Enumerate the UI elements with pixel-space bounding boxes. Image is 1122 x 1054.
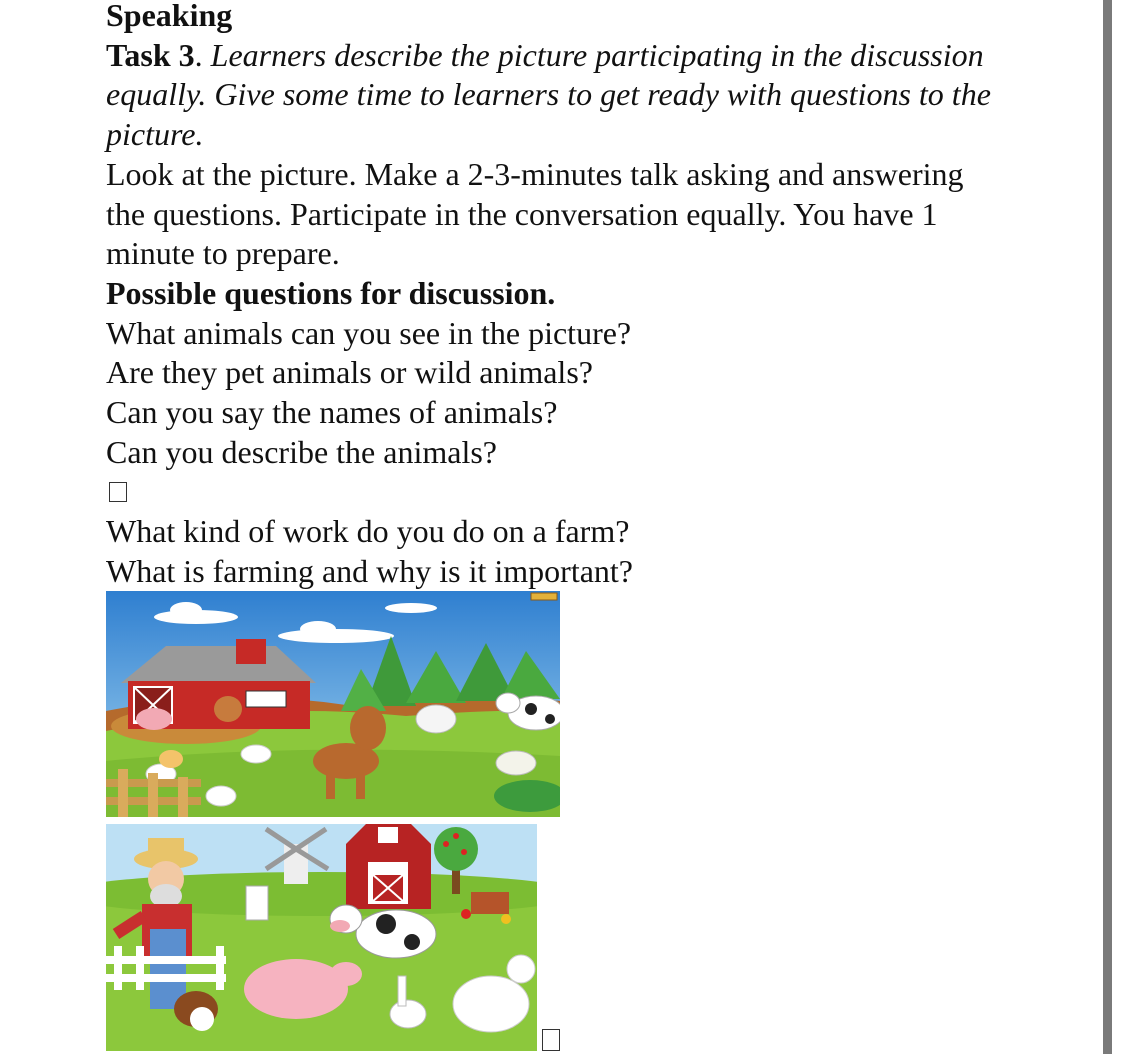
question-item: Are they pet animals or wild animals? <box>106 354 593 391</box>
question-item: What is farming and why is it important? <box>106 552 633 589</box>
question-item: Can you say the names of animals? <box>106 394 558 431</box>
checkbox[interactable] <box>109 482 127 502</box>
farmer-picture <box>106 824 537 1051</box>
section-heading: Speaking <box>106 0 233 33</box>
farm-animals-illustration <box>106 591 560 817</box>
document-body <box>106 0 1006 592</box>
checkbox[interactable] <box>542 1029 560 1051</box>
checkbox-line <box>106 472 1006 512</box>
question-item: What animals can you see in the picture? <box>106 314 632 351</box>
vertical-scrollbar[interactable] <box>1103 0 1112 1054</box>
task-instruction: Learners describe the picture participating in the discussion equally. Give some time to learners to get ready with questions to the picture. <box>106 36 991 153</box>
task-separator: . <box>194 36 211 73</box>
task-paragraph <box>106 36 1006 155</box>
farmer-illustration <box>106 824 537 1051</box>
student-instruction: Look at the picture. Make a 2-3-minutes talk asking and answering the questions. Participate in the conversation equally. You have 1 minute to prepare. <box>106 155 964 272</box>
farm-animals-picture <box>106 591 560 817</box>
question-item: Can you describe the animals? <box>106 433 497 470</box>
questions-heading: Possible questions for discussion. <box>106 274 556 311</box>
task-label: Task 3 <box>106 36 195 73</box>
question-item: What kind of work do you do on a farm? <box>106 513 630 550</box>
